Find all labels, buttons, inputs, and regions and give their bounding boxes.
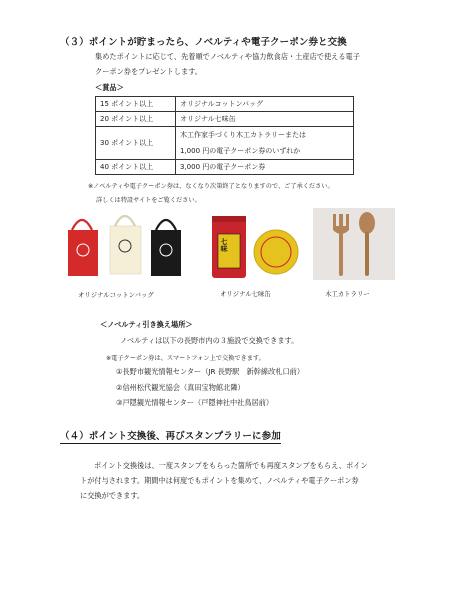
section4-line3: に交換ができます。 — [80, 491, 145, 500]
prize-table — [95, 96, 354, 175]
exchange-note: ※電子クーポン券は、スマートフォン上で交換できます。 — [106, 355, 265, 362]
table-row — [96, 97, 354, 112]
prize-item: オリジナルコットンバッグ — [176, 97, 354, 112]
prize-item: オリジナル七味缶 — [176, 112, 354, 127]
prize-item-line1: 木工作家手づくり木工カトラリーまたは — [180, 131, 306, 139]
location-item: ③戸隠観光情報センター（戸隠神社中社鳥居前） — [116, 398, 274, 407]
prize-item-line2: 1,000 円の電子クーポン券のいずれか — [180, 147, 301, 155]
table-row — [96, 160, 354, 175]
section4-heading: （４）ポイント交換後、再びスタンプラリーに参加 — [60, 428, 281, 444]
prize-item-multi — [176, 127, 354, 160]
section3-heading: （３）ポイントが貯まったら、ノベルティや電子クーポン券と交換 — [60, 37, 347, 48]
section4-line1: ポイント交換後は、一度スタンプをもらった箇所でも再度スタンプをもらえ、ポイン — [94, 461, 368, 470]
tote-bags-image — [64, 212, 184, 282]
can-label: 七味 — [220, 238, 228, 252]
location-item: ①長野市観光情報センター（JR 長野駅 新幹線改札口前） — [116, 367, 305, 376]
exchange-heading: ＜ノベルティ引き換え場所＞ — [100, 320, 193, 329]
table-row — [96, 112, 354, 127]
prize-note-line1: ※ノベルティや電子クーポン券は、なくなり次第終了となりますので、ご了承ください。 — [88, 183, 334, 190]
section3-intro-line2: クーポン券をプレゼントします。 — [95, 67, 202, 76]
section4-line2: トが付与されます。期間中は何度でもポイントを集めて、ノベルティや電子クーポン券 — [80, 476, 359, 485]
prize-points: 20 ポイント以上 — [96, 112, 176, 127]
prize-note-line2: 詳しくは特設サイトをご覧ください。 — [96, 197, 201, 204]
table-row — [96, 127, 354, 160]
location-item: ②信州松代観光協会（真田宝物館北隣） — [116, 383, 245, 392]
caption-can: オリジナル七味缶 — [220, 290, 271, 298]
caption-bag: オリジナルコットンバッグ — [78, 291, 154, 299]
caption-cutlery: 木工カトラリー — [325, 290, 370, 298]
prize-points: 40 ポイント以上 — [96, 160, 176, 175]
prize-item: 3,000 円の電子クーポン券 — [176, 160, 354, 175]
section3-intro-line1: 集めたポイントに応じて、先着順でノベルティや協力飲食店・土産店で使える電子 — [95, 52, 360, 61]
prize-label: ＜賞品＞ — [95, 83, 124, 92]
wooden-cutlery-image — [313, 208, 395, 280]
exchange-intro: ノベルティは以下の長野市内の３施設で交換できます。 — [120, 336, 299, 345]
prize-points: 15 ポイント以上 — [96, 97, 176, 112]
prize-points: 30 ポイント以上 — [96, 127, 176, 160]
